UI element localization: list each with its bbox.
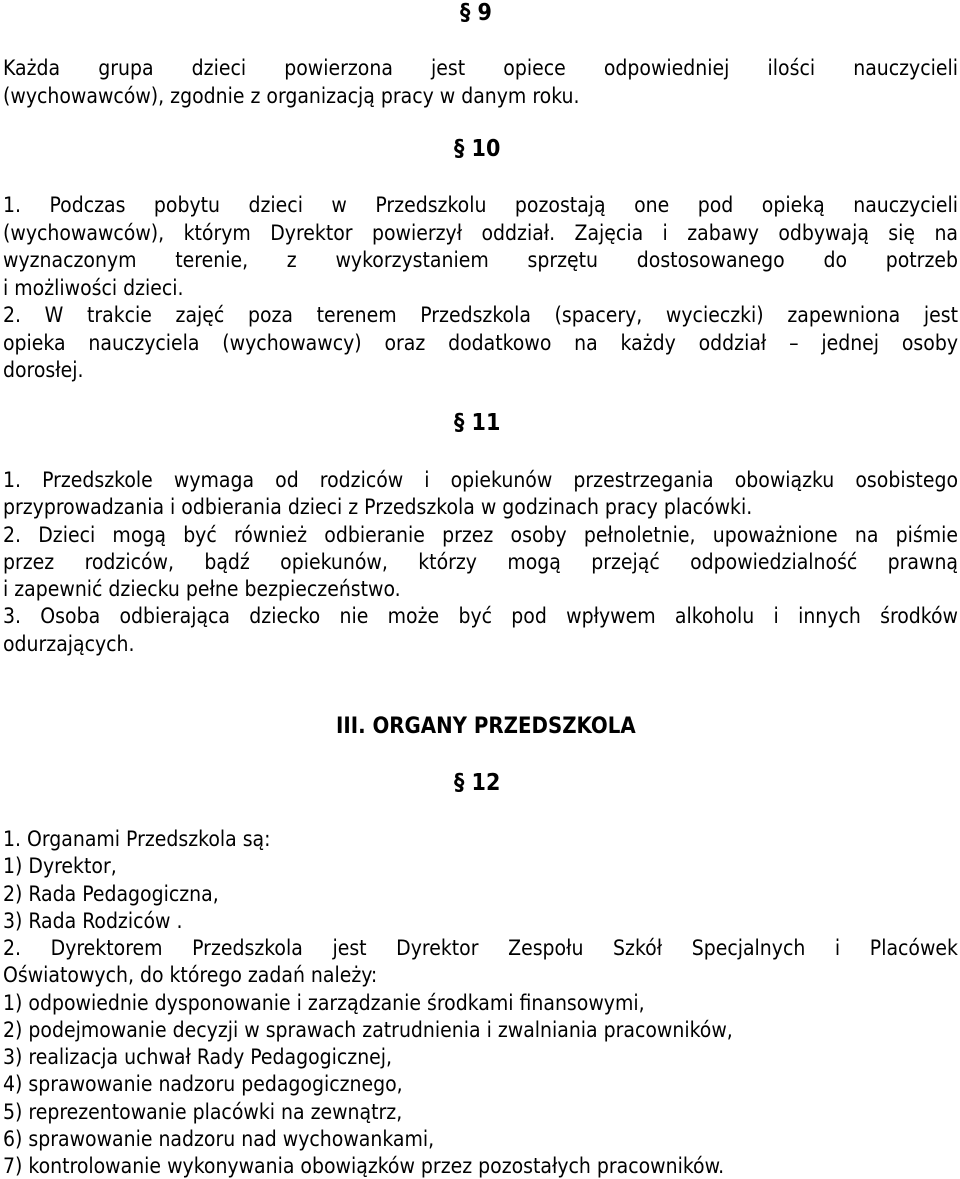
- paragraph-line: 1. Podczas pobytu dzieci w Przedszkolu pozostają one pod opieką nauczycieli: [3, 193, 958, 217]
- section-mark-9: § 9: [460, 0, 492, 26]
- paragraph-line: Oświatowych, do którego zadań należy:: [3, 963, 378, 987]
- paragraph-line: przyprowadzania i odbierania dzieci z Przedszkola w godzinach pracy placówki.: [3, 495, 753, 519]
- paragraph-line: 1. Organami Przedszkola są:: [3, 827, 271, 851]
- paragraph-line: przez rodziców, bądź opiekunów, którzy mogą przejąć odpowiedzialność prawną: [3, 550, 958, 574]
- paragraph-line: (wychowawców), zgodnie z organizacją pracy w danym roku.: [3, 84, 580, 108]
- list-item: 3) realizacja uchwał Rady Pedagogicznej,: [3, 1045, 393, 1069]
- list-item: 4) sprawowanie nadzoru pedagogicznego,: [3, 1072, 403, 1096]
- list-item: 1) Dyrektor,: [3, 854, 117, 878]
- list-item: 2) Rada Pedagogiczna,: [3, 882, 219, 906]
- paragraph-line: 3. Osoba odbierająca dziecko nie może być pod wpływem alkoholu i innych środków: [3, 604, 958, 628]
- paragraph-line: 2. W trakcie zajęć poza terenem Przedszkola (spacery, wycieczki) zapewniona jest: [3, 303, 958, 327]
- paragraph-line: (wychowawców), którym Dyrektor powierzył oddział. Zajęcia i zabawy odbywają się na: [3, 221, 958, 245]
- paragraph-line: opieka nauczyciela (wychowawcy) oraz dodatkowo na każdy oddział – jednej osoby: [3, 331, 958, 355]
- paragraph-line: i możliwości dzieci.: [3, 276, 184, 300]
- list-item: 1) odpowiednie dysponowanie i zarządzanie środkami finansowymi,: [3, 991, 645, 1015]
- chapter-heading: III. ORGANY PRZEDSZKOLA: [336, 714, 636, 739]
- paragraph-line: 2. Dzieci mogą być również odbieranie przez osoby pełnoletnie, upoważnione na piśmie: [3, 523, 958, 547]
- paragraph-line: i zapewnić dziecku pełne bezpieczeństwo.: [3, 577, 401, 601]
- paragraph-line: odurzających.: [3, 632, 135, 656]
- paragraph-line: dorosłej.: [3, 358, 84, 382]
- paragraph-line: Każda grupa dzieci powierzona jest opiece odpowiedniej ilości nauczycieli: [3, 56, 958, 80]
- list-item: 6) sprawowanie nadzoru nad wychowankami,: [3, 1127, 435, 1151]
- list-item: 2) podejmowanie decyzji w sprawach zatrudnienia i zwalniania pracowników,: [3, 1018, 733, 1042]
- paragraph-line: wyznaczonym terenie, z wykorzystaniem sprzętu dostosowanego do potrzeb: [3, 248, 958, 272]
- paragraph-line: 1. Przedszkole wymaga od rodziców i opiekunów przestrzegania obowiązku osobistego: [3, 468, 958, 492]
- section-mark-10: § 10: [454, 136, 501, 162]
- list-item: 7) kontrolowanie wykonywania obowiązków przez pozostałych pracowników.: [3, 1154, 725, 1178]
- list-item: 3) Rada Rodziców .: [3, 909, 183, 933]
- section-mark-12: § 12: [454, 770, 501, 796]
- list-item: 5) reprezentowanie placówki na zewnątrz,: [3, 1100, 403, 1124]
- paragraph-line: 2. Dyrektorem Przedszkola jest Dyrektor Zespołu Szkół Specjalnych i Placówek: [3, 936, 958, 960]
- section-mark-11: § 11: [454, 410, 501, 436]
